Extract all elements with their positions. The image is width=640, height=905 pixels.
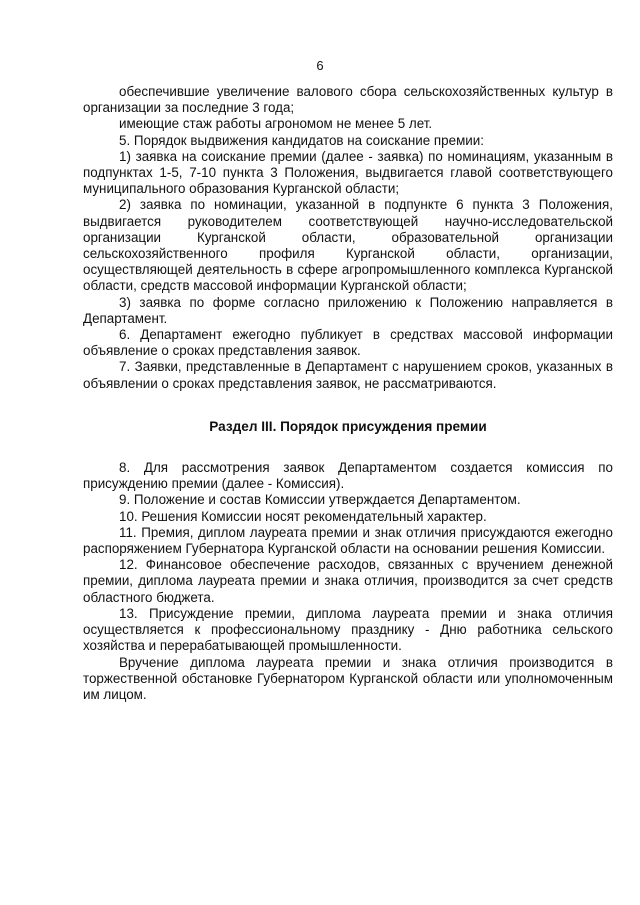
paragraph-criteria-yield: обеспечившие увеличение валового сбора сельскохозяйственных культур в организации за последние 3 года; (83, 84, 613, 116)
paragraph-item-12: 12. Финансовое обеспечение расходов, связанных с вручением денежной премии, диплома лауреата премии и знака отличия, производится за счет средств областного бюджета. (83, 557, 613, 605)
paragraph-item-10: 10. Решения Комиссии носят рекомендательный характер. (119, 508, 487, 524)
paragraph-item-7: 7. Заявки, представленные в Департамент с нарушением сроков, указанных в объявлении о сроках представления заявок, не рассматриваются. (83, 359, 613, 391)
paragraph-item-11: 11. Премия, диплом лауреата премии и знак отличия присуждаются ежегодно распоряжением Губернатора Курганской области на основании решения Комиссии. (83, 524, 613, 557)
paragraph-item-6: 6. Департамент ежегодно публикует в средствах массовой информации объявление о сроках представления заявок. (83, 327, 613, 359)
paragraph-item-5-1: 1) заявка на соискание премии (далее - заявка) по номинациям, указанным в подпунктах 1-5, 7-10 пункта 3 Положения, выдвигается главой соответствующего муниципального образования Курганской области; (83, 148, 613, 197)
paragraph-item-13: 13. Присуждение премии, диплома лауреата премии и знака отличия осуществляется к профессиональному празднику - Дню работника сельского хозяйства и перерабатывающей промышленности. (83, 605, 613, 654)
paragraph-item-5-2: 2) заявка по номинации, указанной в подпункте 6 пункта 3 Положения, выдвигается руководителем соответствующей научно-исследовательской организации Курганской области, образовательной организации сельскохозяйственного профиля Курганской области, организации, осуществляющей деятельность в сфере агропромышленного комплекса Курганской области, средств массовой информации Курганской области; (83, 197, 613, 294)
paragraph-item-8: 8. Для рассмотрения заявок Департаментом создается комиссия по присуждению премии (далее - Комиссия). (83, 460, 613, 492)
paragraph-award-ceremony: Вручение диплома лауреата премии и знака отличия производится в торжественной обстановке Губернатором Курганской области или уполномоченным им лицом. (83, 654, 613, 702)
page-number: 6 (316, 58, 324, 73)
paragraph-item-5-3: 3) заявка по форме согласно приложению к Положению направляется в Департамент. (83, 294, 613, 326)
paragraph-item-5: 5. Порядок выдвижения кандидатов на соискание премии: (119, 132, 484, 148)
paragraph-criteria-experience: имеющие стаж работы агрономом не менее 5 лет. (119, 116, 433, 132)
document-body (83, 84, 613, 703)
section-title: Раздел III. Порядок присуждения премии (209, 418, 487, 434)
paragraph-item-9: 9. Положение и состав Комиссии утверждается Департаментом. (119, 492, 521, 508)
